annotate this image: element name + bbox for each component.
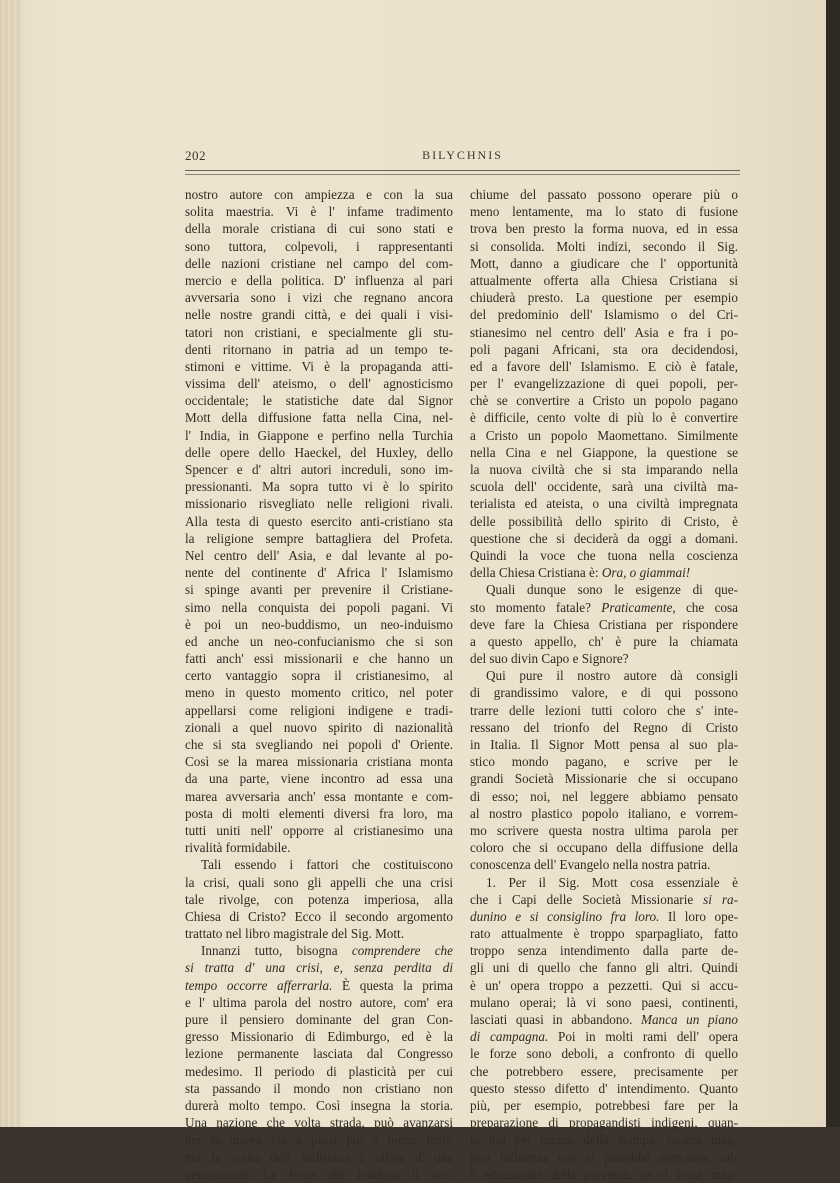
text-span: poli pagani Africani, sta ora decidendosi, [470,341,738,357]
text-span: si consolida. Molti indizi, secondo il Sig. [470,238,738,254]
text-span: solita maestria. Vi è l' infame tradimento [185,204,453,220]
text-line [185,633,453,650]
text-line [470,1166,738,1183]
text-line [185,942,453,959]
text-span: tale rivolge, con potenza imperiosa, alla [185,891,453,907]
header-rule [185,170,740,175]
text-span: fatti anch' essi missionarii e che hanno un [185,651,453,667]
text-line [185,667,453,684]
text-line [470,341,738,358]
text-line [185,770,453,787]
text-line [470,203,738,220]
text-line [470,753,738,770]
text-span: Una nazione che volta strada, può avanzarsi [185,1115,453,1131]
text-span: marea avversaria anch' essa montante e com- [185,788,453,804]
text-span: sta passando il mondo non cristiano non [185,1080,453,1096]
text-span: più, per esempio, potrebbesi fare per la [470,1097,738,1113]
text-span: Quindi la voce che tuona nella coscienza [470,547,738,563]
text-span: Qui pure il nostro autore dà consigli [486,668,738,684]
text-line [470,289,738,306]
text-span: mercio e della politica. D' influenza al pari [185,272,453,288]
text-line [470,581,738,598]
text-line [470,684,738,701]
text-span: è difficile, cento volte di più lo è convertire [470,410,738,426]
text-line [470,1131,738,1148]
text-line [185,530,453,547]
text-line [185,444,453,461]
text-span: attualmente offerta alla Chiesa Cristiana si [470,272,738,288]
text-line [470,839,738,856]
text-span: terialista ed ateista, o una civiltà impregnata [470,496,738,512]
text-line [470,977,738,994]
text-span: gresso Missionario di Edimburgo, ed è la [185,1029,453,1045]
text-span: mulano operai; là vi sono paesi, continenti, [470,994,738,1010]
text-span: stianesimo nel centro dell' Asia e fra i po- [470,324,738,340]
text-line [470,702,738,719]
text-span: del predominio dell' Islamismo o del Cri- [470,307,738,323]
text-span: che si sta svegliando nei popoli d' Oriente. [185,737,453,752]
text-span: scuola dell' occidente, sarà una civiltà ma- [470,479,738,495]
text-span: da una parte, viene incontro ad essa una [185,771,453,787]
text-span: Mott, danno a giudicare che l' opportunità [470,255,738,271]
text-span: Chiesa di Cristo? Ecco il secondo argomento [185,908,453,924]
text-line [185,1166,453,1183]
text-span: Poi in molti rami dell' opera [548,1029,739,1045]
text-line [470,444,738,461]
text-span: questo stesso difetto d' intendimento. Quanto [470,1080,738,1096]
italic-span: comprendere che [351,943,454,959]
text-span: deve fare la Chiesa Cristiana per rispondere [470,616,738,632]
text-line [470,1149,738,1166]
italic-span: di campagna. [470,1029,549,1045]
text-span: a Cristo un popolo Maomettano. Similmente [470,427,738,443]
text-line [185,495,453,512]
text-span: rato attualmente è troppo sparpagliato, fatto [470,926,738,942]
text-span: la nuova civiltà che si sta imparando nella [470,462,738,477]
text-line [185,461,453,478]
text-line [185,1045,453,1062]
text-line [185,238,453,255]
text-span: Il loro ope- [659,908,738,924]
text-line [185,581,453,598]
text-line [470,959,738,976]
text-line [185,650,453,667]
text-span: È questa la prima [332,977,453,993]
text-line [185,702,453,719]
italic-span: si tratta d' una crisi, e, senza perdita di [185,960,453,976]
text-span: la religione sempre battagliera del Profeta. [185,530,453,546]
text-span: la crisi, quali sono gli appelli che una crisi [185,874,453,890]
text-span: avversaria sono i vizi che regnano ancora [185,290,453,306]
text-span: a questo appello, ch' è pure la chiamata [470,633,738,649]
text-line [470,461,738,478]
text-line [470,238,738,255]
text-span: si spinge avanti per prevenire il Cristiane- [185,582,453,598]
text-line [185,908,453,925]
text-line [470,513,738,530]
text-span: lasciati quasi in abbandono. [470,1012,641,1027]
text-line [185,994,453,1011]
text-span: 1. Per il Sig. Mott cosa essenziale è [486,874,738,890]
text-line [470,667,738,684]
text-span: missionario risvegliato nelle religioni rivali. [185,496,453,512]
text-span: to più per mezzo della stampa, quanta mag- [470,1132,738,1148]
text-line [470,925,738,942]
text-line [470,891,738,908]
text-span: meno lentamente, ma lo stato di fusione [470,204,738,220]
text-line [185,341,453,358]
text-span: che cosa [675,599,739,615]
text-span: zionali a quel nuovo spirito di nazionalità [185,719,453,735]
text-span: trattato nel libro magistrale del Sig. Mott. [185,926,405,942]
text-line [185,513,453,530]
text-span: trova ben presto la forma nuova, ed in essa [470,221,738,237]
text-line [470,942,738,959]
text-span: stico mondo pagano, e scrive per le [470,754,738,770]
text-span: generazione. Le forze che fondono il vec- [185,1166,453,1182]
text-line [470,770,738,787]
text-span: gli uni di quello che fanno gli altri. Quindi [470,960,738,976]
text-line [470,856,738,873]
text-line [185,788,453,805]
text-span: l' India, in Giappone e perfino nella Turchia [185,427,453,443]
text-line [185,719,453,736]
text-span: sono tuttora, colpevoli, i rappresentanti [185,238,453,254]
text-span: preparazione di propagandisti indigeni, quan- [470,1115,738,1131]
text-span: al nostro plastico popolo italiano, e vorrem- [470,805,738,821]
text-span: delle opere dello Haeckel, del Huxley, dello [185,444,453,460]
text-line [470,530,738,547]
text-span: che i Capi delle Società Missionarie [470,891,704,907]
text-line [185,324,453,341]
text-line [470,1097,738,1114]
text-span: ma la scelta dell' indirizzo è affare d' una [185,1149,453,1165]
text-span: è un' opera troppo a pezzetti. Qui si accu- [470,977,738,993]
text-line [185,478,453,495]
text-line [470,788,738,805]
text-span: per l' evangelizzazione di quei popoli, per- [470,376,738,392]
text-line [185,306,453,323]
text-line [185,272,453,289]
text-span: Così se la marea missionaria cristiana monta [185,754,453,770]
text-line [185,874,453,891]
text-span: l' educazione della gioventù, se ci fosse mag- [470,1166,738,1182]
text-span: pure il pensiero dominante del gran Con- [185,1012,453,1027]
text-line [185,599,453,616]
text-span: lezione permanente lasciata dal Congresso [185,1046,453,1062]
text-span: pressionanti. Ma sopra tutto vi è lo spirito [185,479,453,495]
book-edge [826,0,840,1127]
text-span: di esso; noi, nel leggere abbiamo pensato [470,788,738,804]
text-line [470,736,738,753]
text-span: in Italia. Il Signor Mott pensa al suo pla- [470,737,738,752]
text-line [470,427,738,444]
text-span: ressano del trionfo del Regno di Cristo [470,719,738,735]
text-span: sto momento fatale? [470,599,602,615]
text-line [470,1028,738,1045]
text-line [185,392,453,409]
text-line [185,1149,453,1166]
text-span: durerà molto tempo. Così insegna la storia. [185,1097,453,1113]
left-column [185,186,453,1183]
text-span: per la nuova via a passi più o meno lenti, [185,1132,453,1148]
text-line [470,874,738,891]
text-line [185,977,453,994]
text-line [470,478,738,495]
right-column [470,186,738,1183]
text-span: rivalità formidabile. [185,840,291,856]
text-span: chiume del passato possono operare più o [470,187,738,202]
text-span: ed a favore dell' Islamismo. E ciò è fatale, [470,358,738,374]
text-line [185,203,453,220]
text-line [185,822,453,839]
text-span: certo vantaggio sopra il cristianesimo, al [185,668,453,684]
text-line [185,289,453,306]
text-line [185,220,453,237]
text-span: appellarsi come religioni indigene e tradi- [185,702,453,718]
text-span: coloro che si occupano della diffusione della [470,840,738,856]
text-line [470,358,738,375]
italic-span: tempo occorre afferrarla. [185,977,333,993]
text-line [185,736,453,753]
text-span: troppo senza intendimento dalla parte de- [470,943,738,959]
text-line [185,255,453,272]
text-span: trarre delle lezioni tutti coloro che s' inte- [470,702,738,718]
page-header [185,148,740,168]
text-line [185,856,453,873]
italic-span: Ora, o giammai! [601,565,691,581]
text-line [470,616,738,633]
text-line [470,306,738,323]
text-span: nostro autore con ampiezza e con la sua [185,187,453,202]
text-line [470,1114,738,1131]
text-line [185,616,453,633]
text-span: meno in questo momento critico, nel poter [185,685,453,701]
text-line [185,753,453,770]
text-line [470,633,738,650]
text-line [185,1097,453,1114]
text-line [470,392,738,409]
text-span: grandi Società Missionarie che si occupano [470,771,738,787]
text-span: tutti uniti nell' opporre al cristianesimo una [185,822,453,838]
text-line [185,805,453,822]
italic-span: Manca un piano [640,1012,738,1027]
text-span: posta di molti elementi diversi fra loro, ma [185,805,453,821]
text-span: Innanzi tutto, bisogna [201,943,352,959]
text-line [470,255,738,272]
text-span: che potrebbero essere, precisamente per [470,1063,738,1079]
text-line [185,1131,453,1148]
italic-span: dunino e si consiglino fra loro. [470,908,660,924]
text-line [185,564,453,581]
text-span: Quali dunque sono le esigenze di que- [486,582,738,598]
text-span: chè se convertire a Cristo un popolo pagano [470,393,738,409]
text-line [470,650,738,667]
text-span: questione che si deciderà da oggi a domani. [470,530,738,546]
text-line [470,994,738,1011]
text-span: tatori non cristiani, e specialmente gli stu- [185,324,453,340]
italic-span: Praticamente, [601,599,676,615]
text-line [185,1080,453,1097]
text-line [470,324,738,341]
text-line [470,375,738,392]
text-line [470,1011,738,1028]
text-span: nente del continente d' Africa l' Islamismo [185,565,453,581]
text-span: Tali essendo i fattori che costituiscono [201,857,453,873]
text-line [185,186,453,203]
text-line [470,1045,738,1062]
text-span: Nel centro dell' Asia, e dal levante al po- [185,547,453,563]
text-line [185,358,453,375]
text-span: medesimo. Il periodo di plasticità per cui [185,1063,453,1079]
text-line [470,495,738,512]
text-line [185,959,453,976]
text-span: le forze sono deboli, a confronto di quello [470,1046,738,1062]
text-line [185,409,453,426]
text-span: Spencer e d' altri autori increduli, sono im- [185,462,453,477]
text-line [185,925,453,942]
text-line [185,427,453,444]
text-line [470,272,738,289]
text-line [185,1028,453,1045]
text-line [185,375,453,392]
text-span: mo scrivere questa nostra ultima parola per [470,822,738,838]
text-span: Mott della diffusione fatta nella Cina, nel- [185,410,453,426]
text-line [470,220,738,237]
text-span: della morale cristiana di cui sono stati e [185,221,453,237]
text-span: simo nella conquista dei popoli pagani. Vi [185,599,453,615]
text-span: nella Cina e nel Giappone, la questione se [470,444,738,460]
text-span: delle possibilità dello spirito di Cristo, è [470,513,738,529]
text-span: denti ritornano in patria ad un tempo te- [185,341,453,357]
text-line [470,719,738,736]
text-line [185,547,453,564]
text-span: è poi un neo-buddismo, un neo-induismo [185,616,453,632]
text-line [470,805,738,822]
text-line [470,564,738,581]
text-span: chiuderà presto. La questione per esempio [470,290,738,306]
text-line [470,186,738,203]
text-line [185,684,453,701]
text-line [470,1063,738,1080]
text-line [470,547,738,564]
text-span: nelle nostre grandi città, e dei quali i visi- [185,307,453,323]
text-line [185,839,453,856]
text-span: e l' ultima parola del nostro autore, com' era [185,994,453,1010]
italic-span: si ra- [703,891,738,907]
text-line [185,1063,453,1080]
text-span: Alla testa di questo esercito anti-cristiano sta [185,513,453,529]
text-span: di grandissimo valore, e di qui possono [470,685,738,701]
text-line [185,891,453,908]
page-number: 202 [185,148,206,163]
text-span: vissima dell' ateismo, o dell' agnosticismo [185,376,453,392]
text-span: conoscenza dell' Evangelo nella nostra patria. [470,857,711,873]
text-line [185,1011,453,1028]
text-line [470,409,738,426]
running-title: BILYCHNIS [422,148,503,162]
text-span: stimoni e vittime. Vi è la propaganda atti- [185,358,453,374]
text-line [470,1080,738,1097]
text-span: della Chiesa Cristiana è: [470,565,602,581]
text-span: del suo divin Capo e Signore? [470,651,629,667]
text-span: gior influenza non si potrebbe esercitare sul- [470,1149,738,1165]
text-line [470,599,738,616]
text-line [185,1114,453,1131]
text-span: occidentale; le statistiche date dal Signor [185,393,453,409]
text-line [470,908,738,925]
text-line [470,822,738,839]
text-span: ed anche un neo-confucianismo che si son [185,633,453,649]
text-span: delle nazioni cristiane nel campo del com- [185,255,453,271]
